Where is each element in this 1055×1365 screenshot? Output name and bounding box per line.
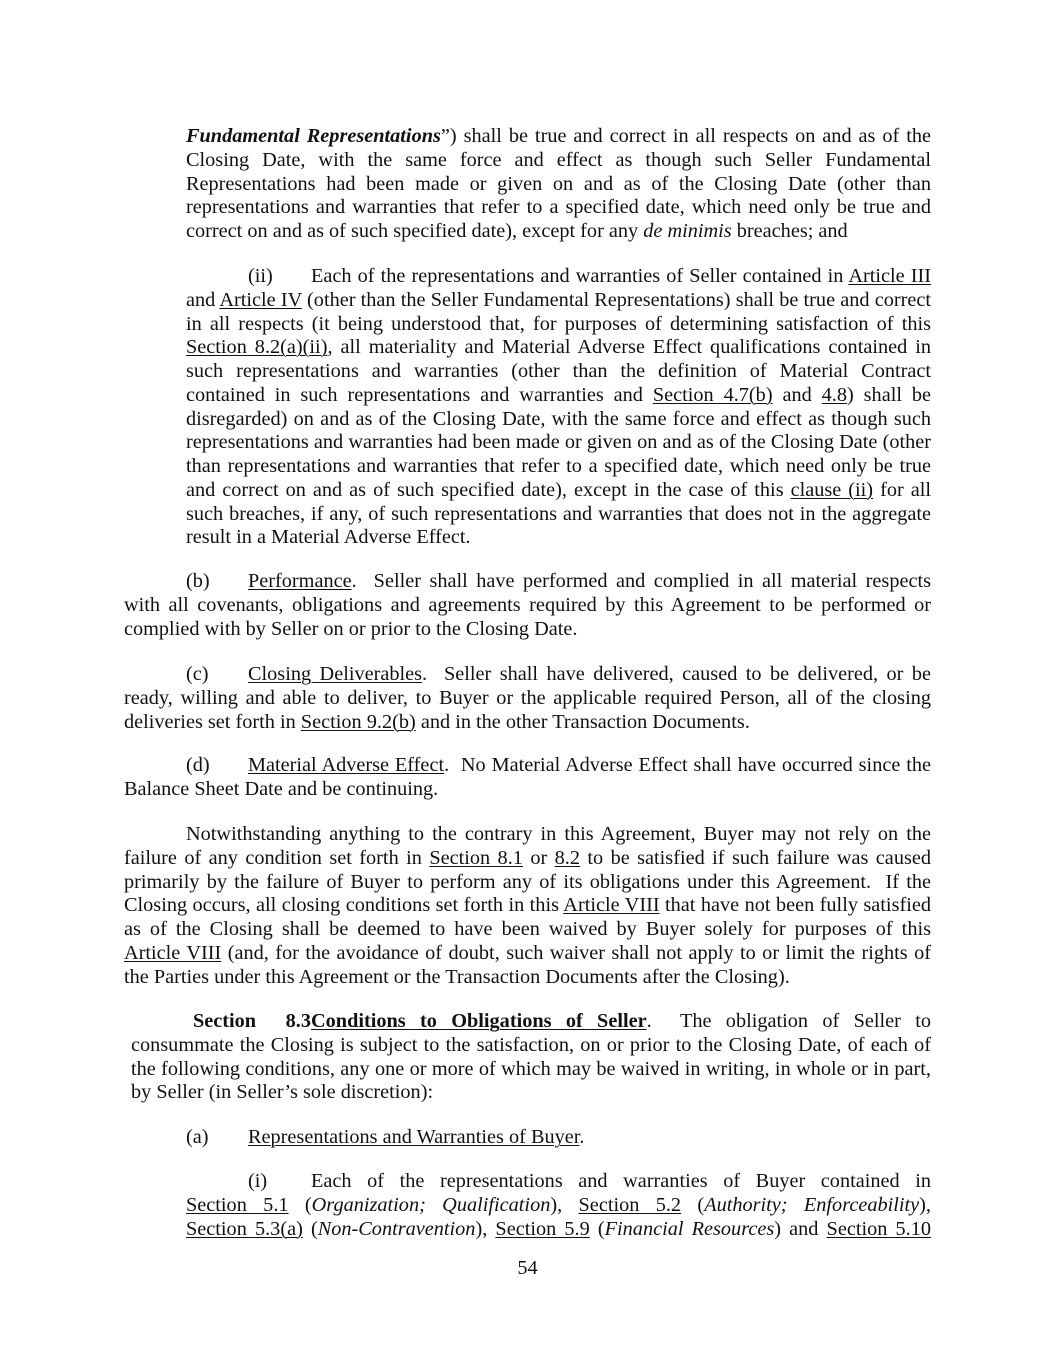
text-line xyxy=(186,431,931,455)
cross-reference: Performance xyxy=(248,570,352,592)
cross-reference: Section 4.7(b) xyxy=(652,383,773,406)
cross-reference: Representations and Warranties of Buyer xyxy=(248,1126,580,1148)
text-run: and in the other Transaction Documents. xyxy=(415,710,750,733)
text-line xyxy=(186,526,931,550)
cross-reference: Material Adverse Effect xyxy=(248,754,445,776)
cross-reference: Article VIII xyxy=(563,894,660,917)
text-run: Representations had been made or given on and as of the Closing Date (other than xyxy=(186,172,931,195)
paragraph-c-closing-deliverables xyxy=(124,663,931,734)
list-label: (ii) xyxy=(248,265,273,287)
text-line xyxy=(186,503,931,527)
text-run: to be satisfied if such failure was caused xyxy=(580,846,931,869)
list-label: (c) xyxy=(186,663,209,685)
text-run: ), xyxy=(919,1193,931,1216)
text-run: or xyxy=(522,846,555,869)
paragraph-fundamental-representations-continued xyxy=(186,125,931,244)
text-line xyxy=(186,479,931,503)
text-run: . The obligation of Seller to xyxy=(646,1010,931,1032)
text-line xyxy=(186,196,931,220)
text-run: breaches; and xyxy=(731,220,848,242)
text-line xyxy=(124,847,931,871)
paragraph-clause-i xyxy=(186,1170,931,1241)
text-line xyxy=(124,663,931,687)
text-line xyxy=(131,1010,931,1034)
text-line xyxy=(186,1170,931,1194)
cross-reference: 4.8 xyxy=(821,383,848,406)
paragraph-b-performance xyxy=(124,570,931,641)
text-run: the following conditions, any one or more of which may be waived in writing, in whole or in part, xyxy=(131,1057,931,1080)
text-run: complied with by Seller on or prior to the Closing Date. xyxy=(124,617,578,640)
cross-reference: Section 5.10 xyxy=(826,1217,932,1240)
text-line xyxy=(124,570,931,594)
text-run: deliveries set forth in xyxy=(124,710,301,733)
text-line xyxy=(124,711,931,735)
cross-reference: Closing Deliverables xyxy=(248,663,423,685)
text-run: contained in such representations and warranties and xyxy=(186,383,653,406)
text-line xyxy=(131,1034,931,1058)
cross-reference: Section 8.1 xyxy=(429,846,523,869)
paragraph-d-material-adverse-effect xyxy=(124,754,931,802)
text-run: Balance Sheet Date and be continuing. xyxy=(124,777,439,800)
list-label: (a) xyxy=(186,1126,209,1148)
emphasis-text: Non-Contravention xyxy=(317,1217,476,1240)
text-line xyxy=(124,754,931,778)
emphasis-text: Authority; Enforceability xyxy=(704,1193,920,1216)
text-line xyxy=(124,942,931,966)
list-label: (b) xyxy=(186,570,210,592)
text-run: result in a Material Adverse Effect. xyxy=(186,526,471,549)
text-run: that have not been fully satisfied xyxy=(659,894,931,917)
text-run: . xyxy=(579,1126,585,1148)
text-run: the Parties under this Agreement or the Transaction Documents after the Closing). xyxy=(124,965,790,988)
text-run: by Seller (in Seller’s sole discretion): xyxy=(131,1081,434,1104)
text-run: ”) shall be true and correct in all respects on and as of the xyxy=(440,125,931,147)
text-line xyxy=(124,687,931,711)
cross-reference: Article IV xyxy=(219,288,302,311)
cross-reference: Section 5.3(a) xyxy=(186,1217,303,1240)
text-run: ) and xyxy=(774,1217,827,1240)
text-run: ( xyxy=(589,1217,605,1240)
text-run: and xyxy=(186,288,220,311)
text-run: Closing occurs, all closing conditions set forth in this xyxy=(124,894,564,917)
cross-reference: Section 5.9 xyxy=(495,1217,590,1240)
text-run: and correct on and as of such specified date), except in the case of this xyxy=(186,478,791,501)
text-run: Each of the representations and warranties of Seller contained in xyxy=(311,265,849,287)
text-run: Each of the representations and warranties of Buyer contained in xyxy=(311,1170,931,1192)
text-line xyxy=(186,408,931,432)
cross-reference: clause (ii) xyxy=(790,478,874,501)
text-line xyxy=(124,894,931,918)
text-run: with all covenants, obligations and agreements required by this Agreement to be performed or xyxy=(124,593,931,616)
text-run: (and, for the avoidance of doubt, such waiver shall not apply to or limit the rights of xyxy=(221,941,931,964)
page-number: 54 xyxy=(517,1257,538,1279)
paragraph-a-buyer-representations xyxy=(124,1126,931,1150)
text-run: ( xyxy=(288,1193,312,1216)
text-run: (other than the Seller Fundamental Representations) shall be true and correct xyxy=(301,288,932,311)
text-line xyxy=(124,594,931,618)
text-line xyxy=(186,265,931,289)
text-run: and xyxy=(772,383,822,406)
text-line xyxy=(131,1081,931,1105)
list-label: (d) xyxy=(186,754,210,776)
text-line xyxy=(186,125,931,149)
paragraph-notwithstanding xyxy=(124,823,931,989)
text-line xyxy=(186,173,931,197)
text-run: representations and warranties that refer to a specified date, which need only be true and xyxy=(186,196,931,219)
paragraph-clause-ii xyxy=(186,265,931,550)
text-run: Notwithstanding anything to the contrary in this Agreement, Buyer may not rely on the xyxy=(186,823,931,845)
text-line xyxy=(186,289,931,313)
text-line xyxy=(124,823,931,847)
text-run: ) shall be xyxy=(847,383,932,406)
text-line xyxy=(124,871,931,895)
text-run: ( xyxy=(302,1217,318,1240)
text-line xyxy=(186,220,931,244)
cross-reference: Section 9.2(b) xyxy=(300,710,416,733)
text-run: consummate the Closing is subject to the satisfaction, on or prior to the Closing Date, of each of xyxy=(131,1033,931,1056)
text-line xyxy=(186,1218,931,1242)
cross-reference: Article VIII xyxy=(124,941,222,964)
text-run: as of the Closing shall be deemed to have been waived by Buyer solely for purposes of this xyxy=(124,918,931,940)
text-line xyxy=(124,966,931,990)
text-run: such representations and warranties (other than the definition of Material Contract xyxy=(186,360,931,382)
cross-reference: Section 5.2 xyxy=(578,1193,682,1216)
text-run: primarily by the failure of Buyer to perform any of its obligations under this Agreement. If the xyxy=(124,870,931,893)
text-run: . Seller shall have performed and complied in all material respects xyxy=(351,570,931,592)
text-line xyxy=(186,384,931,408)
text-run: ), xyxy=(475,1217,496,1240)
text-line xyxy=(131,1058,931,1082)
text-run: such breaches, if any, of such representations and warranties that does not in the aggregate xyxy=(186,502,931,525)
text-line xyxy=(124,1126,931,1150)
text-run: failure of any condition set forth in xyxy=(124,846,430,869)
emphasis-text: Organization; Qualification xyxy=(311,1193,551,1216)
text-line xyxy=(124,918,931,942)
text-run: for all xyxy=(873,478,931,501)
text-run: in all respects (it being understood that, for purposes of determining satisfaction of this xyxy=(186,312,931,335)
text-line xyxy=(124,618,931,642)
cross-reference: Section 5.1 xyxy=(186,1193,289,1216)
text-run: , all materiality and Material Adverse Effect qualifications contained in xyxy=(327,336,931,359)
text-run: representations and warranties had been made or given on and as of the Closing Date (other xyxy=(186,431,931,454)
text-line xyxy=(186,149,931,173)
text-run: ), xyxy=(550,1193,579,1216)
text-run: Closing Date, with the same force and effect as though such Seller Fundamental xyxy=(186,148,931,171)
cross-reference: 8.2 xyxy=(554,846,580,869)
text-line xyxy=(186,360,931,384)
text-run: disregarded) on and as of the Closing Date, with the same force and effect as though such xyxy=(186,407,931,430)
text-run: ready, willing and able to deliver, to Buyer or the applicable required Person, all of the closing xyxy=(124,686,931,709)
text-line xyxy=(186,313,931,337)
text-line xyxy=(124,778,931,802)
cross-reference: Section 8.2(a)(ii) xyxy=(186,336,328,359)
text-line xyxy=(186,1194,931,1218)
text-run: than representations and warranties that refer to a specified date, which need only be true xyxy=(186,455,931,477)
emphasis-text: de minimis xyxy=(643,220,732,242)
list-label: Section 8.3 xyxy=(193,1010,311,1032)
emphasis-text: Financial Resources xyxy=(604,1217,775,1240)
text-run: . Seller shall have delivered, caused to be delivered, or be xyxy=(422,663,932,685)
text-line xyxy=(186,455,931,479)
cross-reference: Article III xyxy=(848,265,931,287)
heading-text: Conditions to Obligations of Seller xyxy=(311,1010,647,1032)
text-run: correct on and as of such specified date), except for any xyxy=(186,220,644,242)
text-line xyxy=(186,336,931,360)
heading-text: Fundamental Representations xyxy=(186,125,441,147)
text-run: ( xyxy=(681,1193,705,1216)
list-label: (i) xyxy=(248,1170,268,1192)
text-run: . No Material Adverse Effect shall have occurred since the xyxy=(444,754,931,776)
section-8-3-heading-paragraph xyxy=(131,1010,931,1105)
